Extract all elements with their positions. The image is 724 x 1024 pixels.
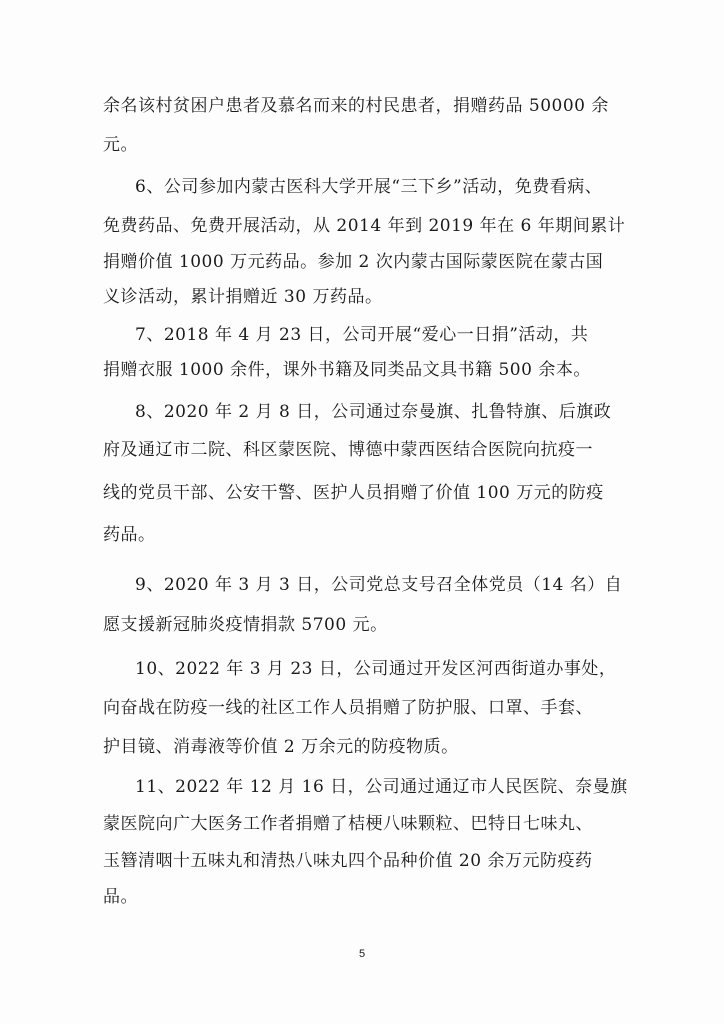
text-line: 玉簪清咽十五味丸和清热八味丸四个品种价值 20 余万元防疫药	[103, 851, 593, 871]
text-line: 府及通辽市二院、科区蒙医院、博德中蒙西医结合医院向抗疫一	[103, 440, 593, 460]
text-line: 蒙医院向广大医务工作者捐赠了桔梗八味颗粒、巴特日七味丸、	[103, 814, 593, 834]
text-line: 免费药品、免费开展活动，从 2014 年到 2019 年在 6 年期间累计	[103, 216, 626, 236]
page-number: 5	[358, 948, 366, 960]
paragraph-11-first-line: 11、2022 年 12 月 16 日，公司通过通辽市人民医院、奈曼旗	[135, 777, 628, 797]
paragraph-7-first-line: 7、2018 年 4 月 23 日，公司开展“爱心一日捐”活动，共	[135, 325, 589, 345]
paragraph-6-first-line: 6、公司参加内蒙古医科大学开展“三下乡”活动，免费看病、	[135, 177, 603, 197]
paragraph-9-first-line: 9、2020 年 3 月 3 日，公司党总支号召全体党员（14 名）自	[135, 575, 623, 595]
text-line: 义诊活动，累计捐赠近 30 万药品。	[103, 287, 383, 307]
text-line: 余名该村贫困户患者及慕名而来的村民患者，捐赠药品 50000 余	[103, 96, 609, 116]
text-line: 向奋战在防疫一线的社区工作人员捐赠了防护服、口罩、手套、	[103, 698, 593, 718]
text-line: 品。	[103, 887, 138, 907]
text-line: 线的党员干部、公安干警、医护人员捐赠了价值 100 万元的防疫	[103, 483, 604, 503]
text-line: 愿支援新冠肺炎疫情捐款 5700 元。	[103, 615, 388, 635]
paragraph-8-first-line: 8、2020 年 2 月 8 日，公司通过奈曼旗、扎鲁特旗、后旗政	[135, 402, 612, 422]
text-line: 捐赠衣服 1000 余件，课外书籍及同类品文具书籍 500 余本。	[103, 360, 591, 380]
paragraph-10-first-line: 10、2022 年 3 月 23 日，公司通过开发区河西街道办事处，	[135, 659, 617, 679]
text-line: 护目镜、消毒液等价值 2 万余元的防疫物质。	[103, 737, 459, 757]
text-line: 捐赠价值 1000 万元药品。参加 2 次内蒙古国际蒙医院在蒙古国	[103, 252, 604, 272]
text-line: 药品。	[103, 525, 156, 545]
text-line: 元。	[103, 135, 138, 155]
